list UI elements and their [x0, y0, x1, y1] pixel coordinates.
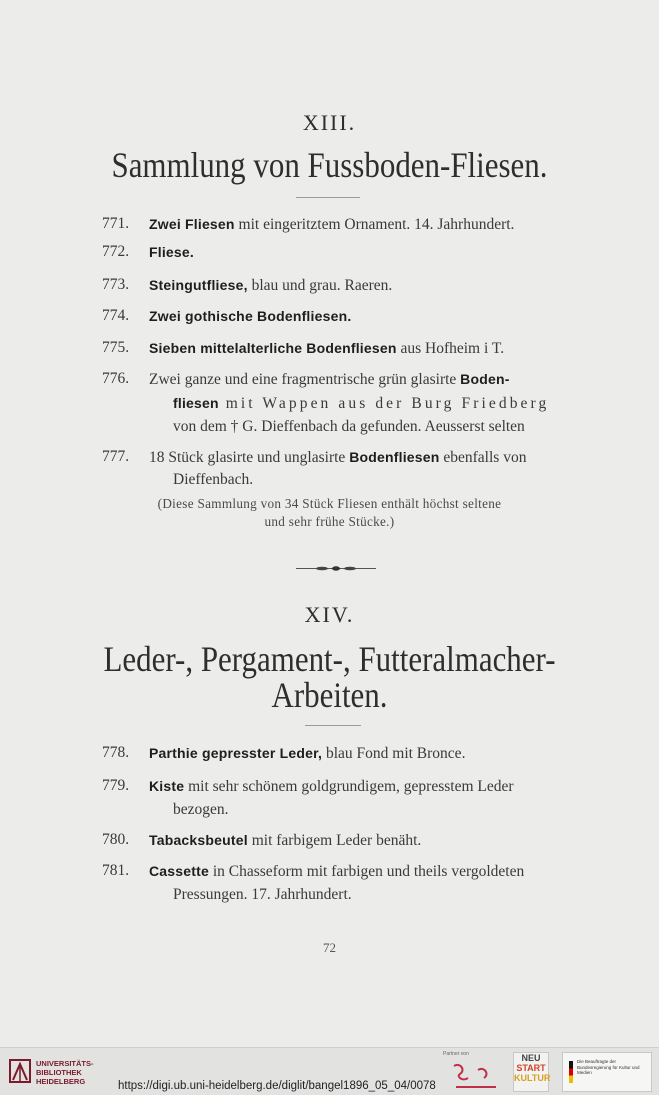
item-number: 771. — [102, 215, 130, 232]
item-number: 777. — [102, 448, 130, 465]
bkm-logo[interactable]: Die Beauftragte der Bundesregierung für Kultur und Medien — [562, 1052, 652, 1092]
item-description: Zwei ganze und eine fragmentrische grün glasirte — [149, 371, 461, 388]
item-name: Zwei Fliesen — [149, 216, 235, 232]
section-14-number: XIV. — [304, 602, 355, 627]
item-name: Boden- — [460, 371, 510, 387]
item-number: 772. — [102, 243, 130, 260]
library-name[interactable]: UNIVERSITÄTS- BIBLIOTHEK HEIDELBERG — [36, 1059, 94, 1086]
federal-flag-icon — [569, 1061, 573, 1083]
item-description: mit Wappen aus der Burg Friedberg — [218, 395, 550, 412]
item-name: Fliese. — [149, 244, 194, 260]
item-description: Dieffenbach. — [173, 471, 254, 488]
neustart-kultur-logo[interactable]: NEU START KULTUR — [513, 1052, 549, 1092]
section-14-title-line-2: Arbeiten. — [271, 675, 388, 715]
collection-note-line-1: (Diese Sammlung von 34 Stück Fliesen enthält höchst seltene — [157, 496, 502, 511]
item-description: mit sehr schönem goldgrundigem, gepresstem Leder — [184, 778, 514, 795]
item-name: Tabacksbeutel — [149, 832, 248, 848]
item-description: bezogen. — [173, 801, 229, 818]
partner-logo-icon[interactable] — [448, 1060, 504, 1092]
item-number: 775. — [102, 339, 130, 356]
item-name: Cassette — [149, 863, 209, 879]
item-number: 778. — [102, 744, 130, 761]
item-description: blau und grau. Raeren. — [247, 277, 393, 294]
item-name: Kiste — [149, 778, 185, 794]
item-description: mit eingeritztem Ornament. 14. Jahrhundert. — [234, 216, 515, 233]
item-number: 774. — [102, 307, 130, 324]
permalink-url[interactable]: https://digi.ub.uni-heidelberg.de/diglit/bangel1896_05_04/0078 — [118, 1080, 436, 1092]
item-description: in Chasseform mit farbigen und theils vergoldeten — [208, 863, 525, 880]
collection-note-line-2: und sehr frühe Stücke.) — [264, 514, 395, 529]
item-name: Sieben mittelalterliche Bodenfliesen — [149, 340, 397, 356]
item-description: blau Fond mit Bronce. — [322, 745, 466, 762]
item-description: 18 Stück glasirte und unglasirte — [149, 449, 350, 466]
item-description: Pressungen. 17. Jahrhundert. — [173, 886, 352, 903]
item-number: 781. — [102, 862, 130, 879]
item-name: fliesen — [173, 395, 219, 411]
item-name: Parthie gepresster Leder, — [149, 745, 323, 761]
item-number: 773. — [102, 276, 130, 293]
item-number: 779. — [102, 777, 130, 794]
section-13-number: XIII. — [302, 110, 357, 135]
item-description: von dem † G. Dieffenbach da gefunden. Aeusserst selten — [173, 418, 525, 435]
partner-label: Partner von — [443, 1051, 469, 1057]
item-number: 780. — [102, 831, 130, 848]
section-13-title: Sammlung von Fussboden-Fliesen. — [111, 145, 548, 185]
item-description: aus Hofheim i T. — [396, 340, 505, 357]
item-description: ebenfalls von — [439, 449, 527, 466]
item-name: Zwei gothische Bodenfliesen. — [149, 308, 352, 324]
item-number: 776. — [102, 370, 130, 387]
section-14-title-line-1: Leder-, Pergament-, Futteralmacher- — [103, 639, 556, 679]
title-divider — [296, 197, 360, 198]
item-name: Steingutfliese, — [149, 277, 248, 293]
university-library-logo-icon[interactable] — [8, 1056, 32, 1086]
item-description: mit farbigem Leder benäht. — [247, 832, 422, 849]
page-number: 72 — [323, 940, 336, 955]
title-divider — [305, 725, 361, 726]
ornament-divider — [296, 566, 376, 571]
item-name: Bodenfliesen — [349, 449, 440, 465]
